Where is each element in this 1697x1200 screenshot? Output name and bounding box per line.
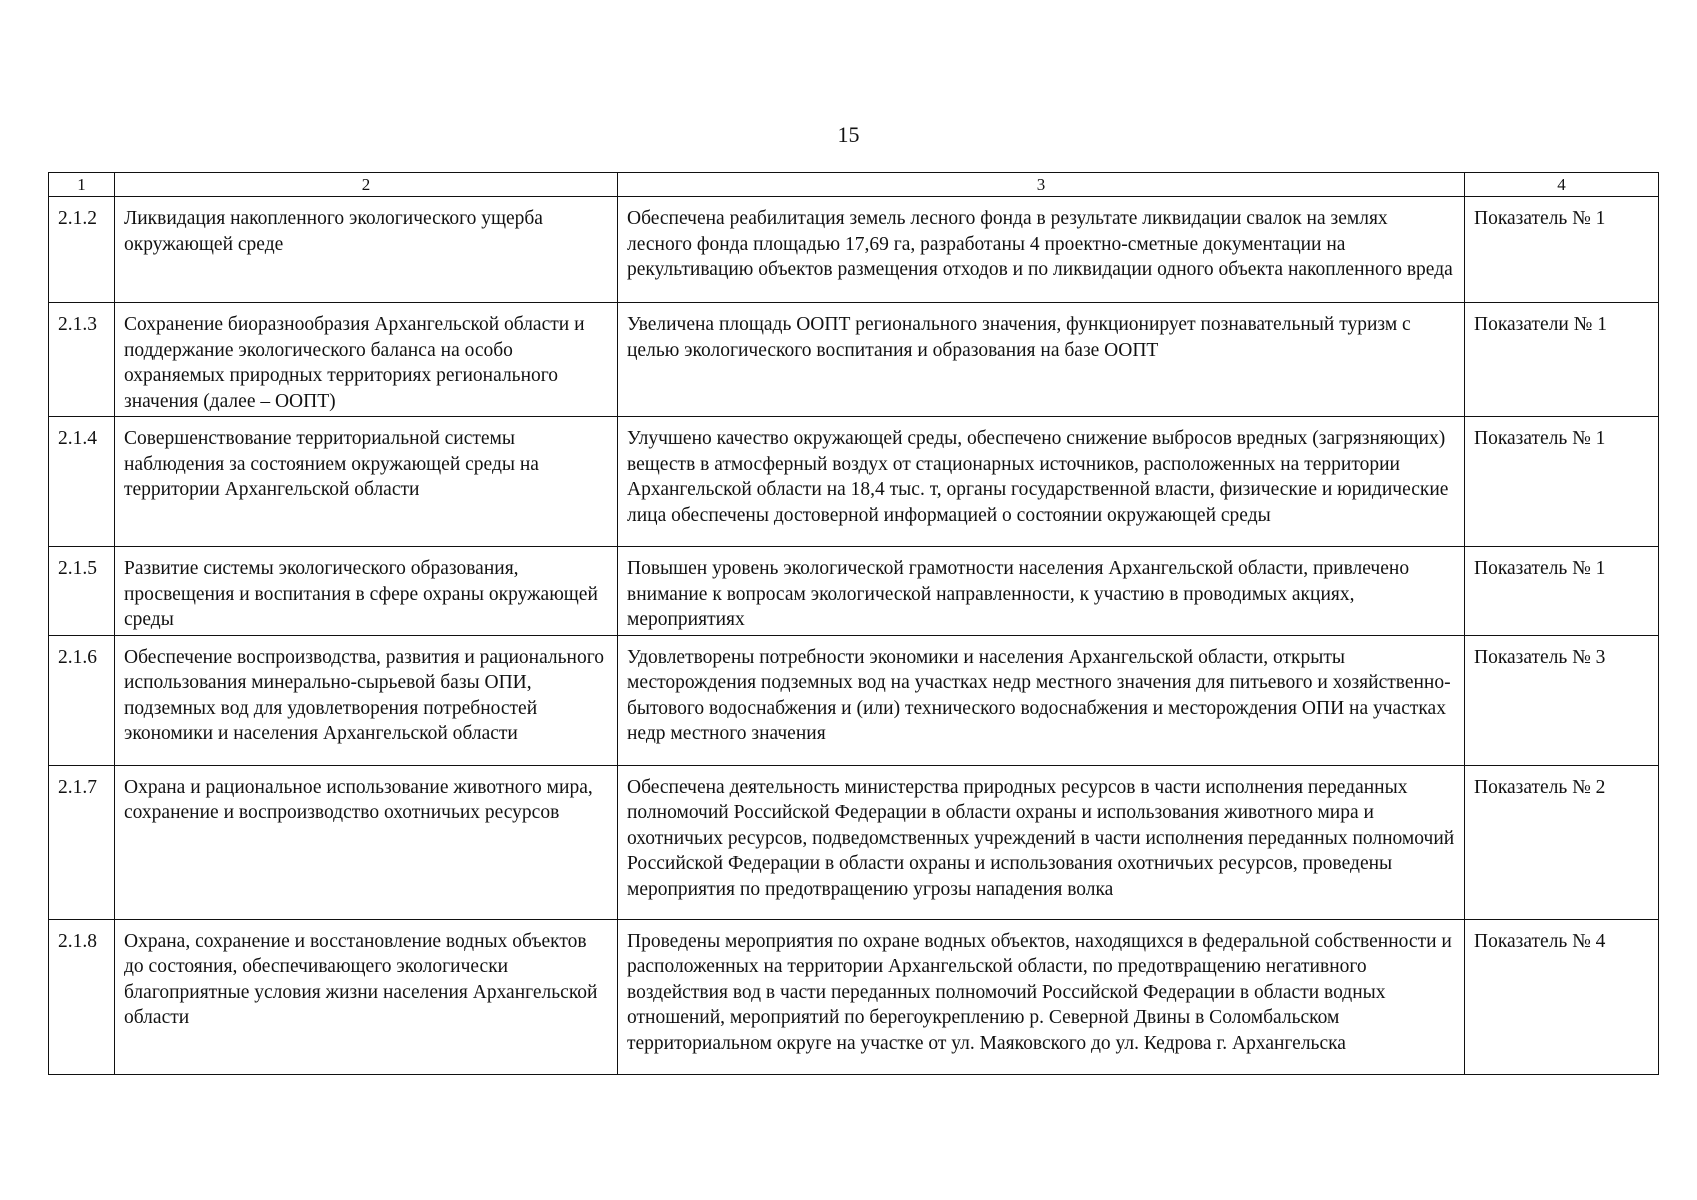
result-cell: Удовлетворены потребности экономики и населения Архангельской области, открыты месторождения подземных вод на участках недр местного значения для питьевого и хозяйственно-бытового водоснабжения и (или) технического водоснабжения и месторождения ОПИ на участках недр местного значения <box>618 635 1465 765</box>
column-header-1: 1 <box>49 173 115 197</box>
row-number: 2.1.2 <box>49 197 115 303</box>
table-header-row <box>49 173 1659 197</box>
task-cell: Сохранение биоразнообразия Архангельской области и поддержание экологического баланса на особо охраняемых природных территориях регионального значения (далее – ООПТ) <box>115 303 618 417</box>
column-header-3: 3 <box>618 173 1465 197</box>
table-row <box>49 765 1659 919</box>
indicator-cell: Показатель № 1 <box>1465 197 1659 303</box>
task-cell: Ликвидация накопленного экологического ущерба окружающей среде <box>115 197 618 303</box>
row-number: 2.1.6 <box>49 635 115 765</box>
column-header-4: 4 <box>1465 173 1659 197</box>
result-cell: Обеспечена реабилитация земель лесного фонда в результате ликвидации свалок на землях лесного фонда площадью 17,69 га, разработаны 4 проектно-сметные документации на рекультивацию объектов размещения отходов и по ликвидации одного объекта накопленного вреда <box>618 197 1465 303</box>
row-number: 2.1.3 <box>49 303 115 417</box>
row-number: 2.1.5 <box>49 547 115 636</box>
indicator-cell: Показатель № 3 <box>1465 635 1659 765</box>
table-row <box>49 197 1659 303</box>
table-row <box>49 547 1659 636</box>
row-number: 2.1.7 <box>49 765 115 919</box>
task-cell: Охрана и рациональное использование животного мира, сохранение и воспроизводство охотничьих ресурсов <box>115 765 618 919</box>
result-cell: Улучшено качество окружающей среды, обеспечено снижение выбросов вредных (загрязняющих) веществ в атмосферный воздух от стационарных источников, расположенных на территории Архангельской области на 18,4 тыс. т, органы государственной власти, физические и юридические лица обеспечены достоверной информацией о состоянии окружающей среды <box>618 417 1465 547</box>
table-row <box>49 303 1659 417</box>
indicator-cell: Показатель № 1 <box>1465 417 1659 547</box>
task-cell: Охрана, сохранение и восстановление водных объектов до состояния, обеспечивающего экологически благоприятные условия жизни населения Архангельской области <box>115 919 618 1074</box>
document-table <box>48 172 1659 1075</box>
result-cell: Обеспечена деятельность министерства природных ресурсов в части исполнения переданных полномочий Российской Федерации в области охраны и использования животного мира и охотничьих ресурсов, подведомственных учреждений в части исполнения переданных полномочий Российской Федерации в области охраны и использования охотничьих ресурсов, проведены мероприятия по предотвращению угрозы нападения волка <box>618 765 1465 919</box>
row-number: 2.1.8 <box>49 919 115 1074</box>
indicator-cell: Показатель № 2 <box>1465 765 1659 919</box>
task-cell: Развитие системы экологического образования, просвещения и воспитания в сфере охраны окружающей среды <box>115 547 618 636</box>
result-cell: Повышен уровень экологической грамотности населения Архангельской области, привлечено внимание к вопросам экологической направленности, к участию в проводимых акциях, мероприятиях <box>618 547 1465 636</box>
indicator-cell: Показатель № 4 <box>1465 919 1659 1074</box>
table-row <box>49 919 1659 1074</box>
result-cell: Проведены мероприятия по охране водных объектов, находящихся в федеральной собственности и расположенных на территории Архангельской области, по предотвращению негативного воздействия вод в части переданных полномочий Российской Федерации в области водных отношений, мероприятий по берегоукреплению р. Северной Двины в Соломбальском территориальном округе на участке от ул. Маяковского до ул. Кедрова г. Архангельска <box>618 919 1465 1074</box>
task-cell: Обеспечение воспроизводства, развития и рационального использования минерально-сырьевой базы ОПИ, подземных вод для удовлетворения потребностей экономики и населения Архангельской области <box>115 635 618 765</box>
task-cell: Совершенствование территориальной системы наблюдения за состоянием окружающей среды на территории Архангельской области <box>115 417 618 547</box>
indicator-cell: Показатель № 1 <box>1465 547 1659 636</box>
result-cell: Увеличена площадь ООПТ регионального значения, функционирует познавательный туризм с целью экологического воспитания и образования на базе ООПТ <box>618 303 1465 417</box>
indicator-cell: Показатели № 1 <box>1465 303 1659 417</box>
page-number: 15 <box>837 122 860 147</box>
row-number: 2.1.4 <box>49 417 115 547</box>
column-header-2: 2 <box>115 173 618 197</box>
table-row <box>49 417 1659 547</box>
table-row <box>49 635 1659 765</box>
